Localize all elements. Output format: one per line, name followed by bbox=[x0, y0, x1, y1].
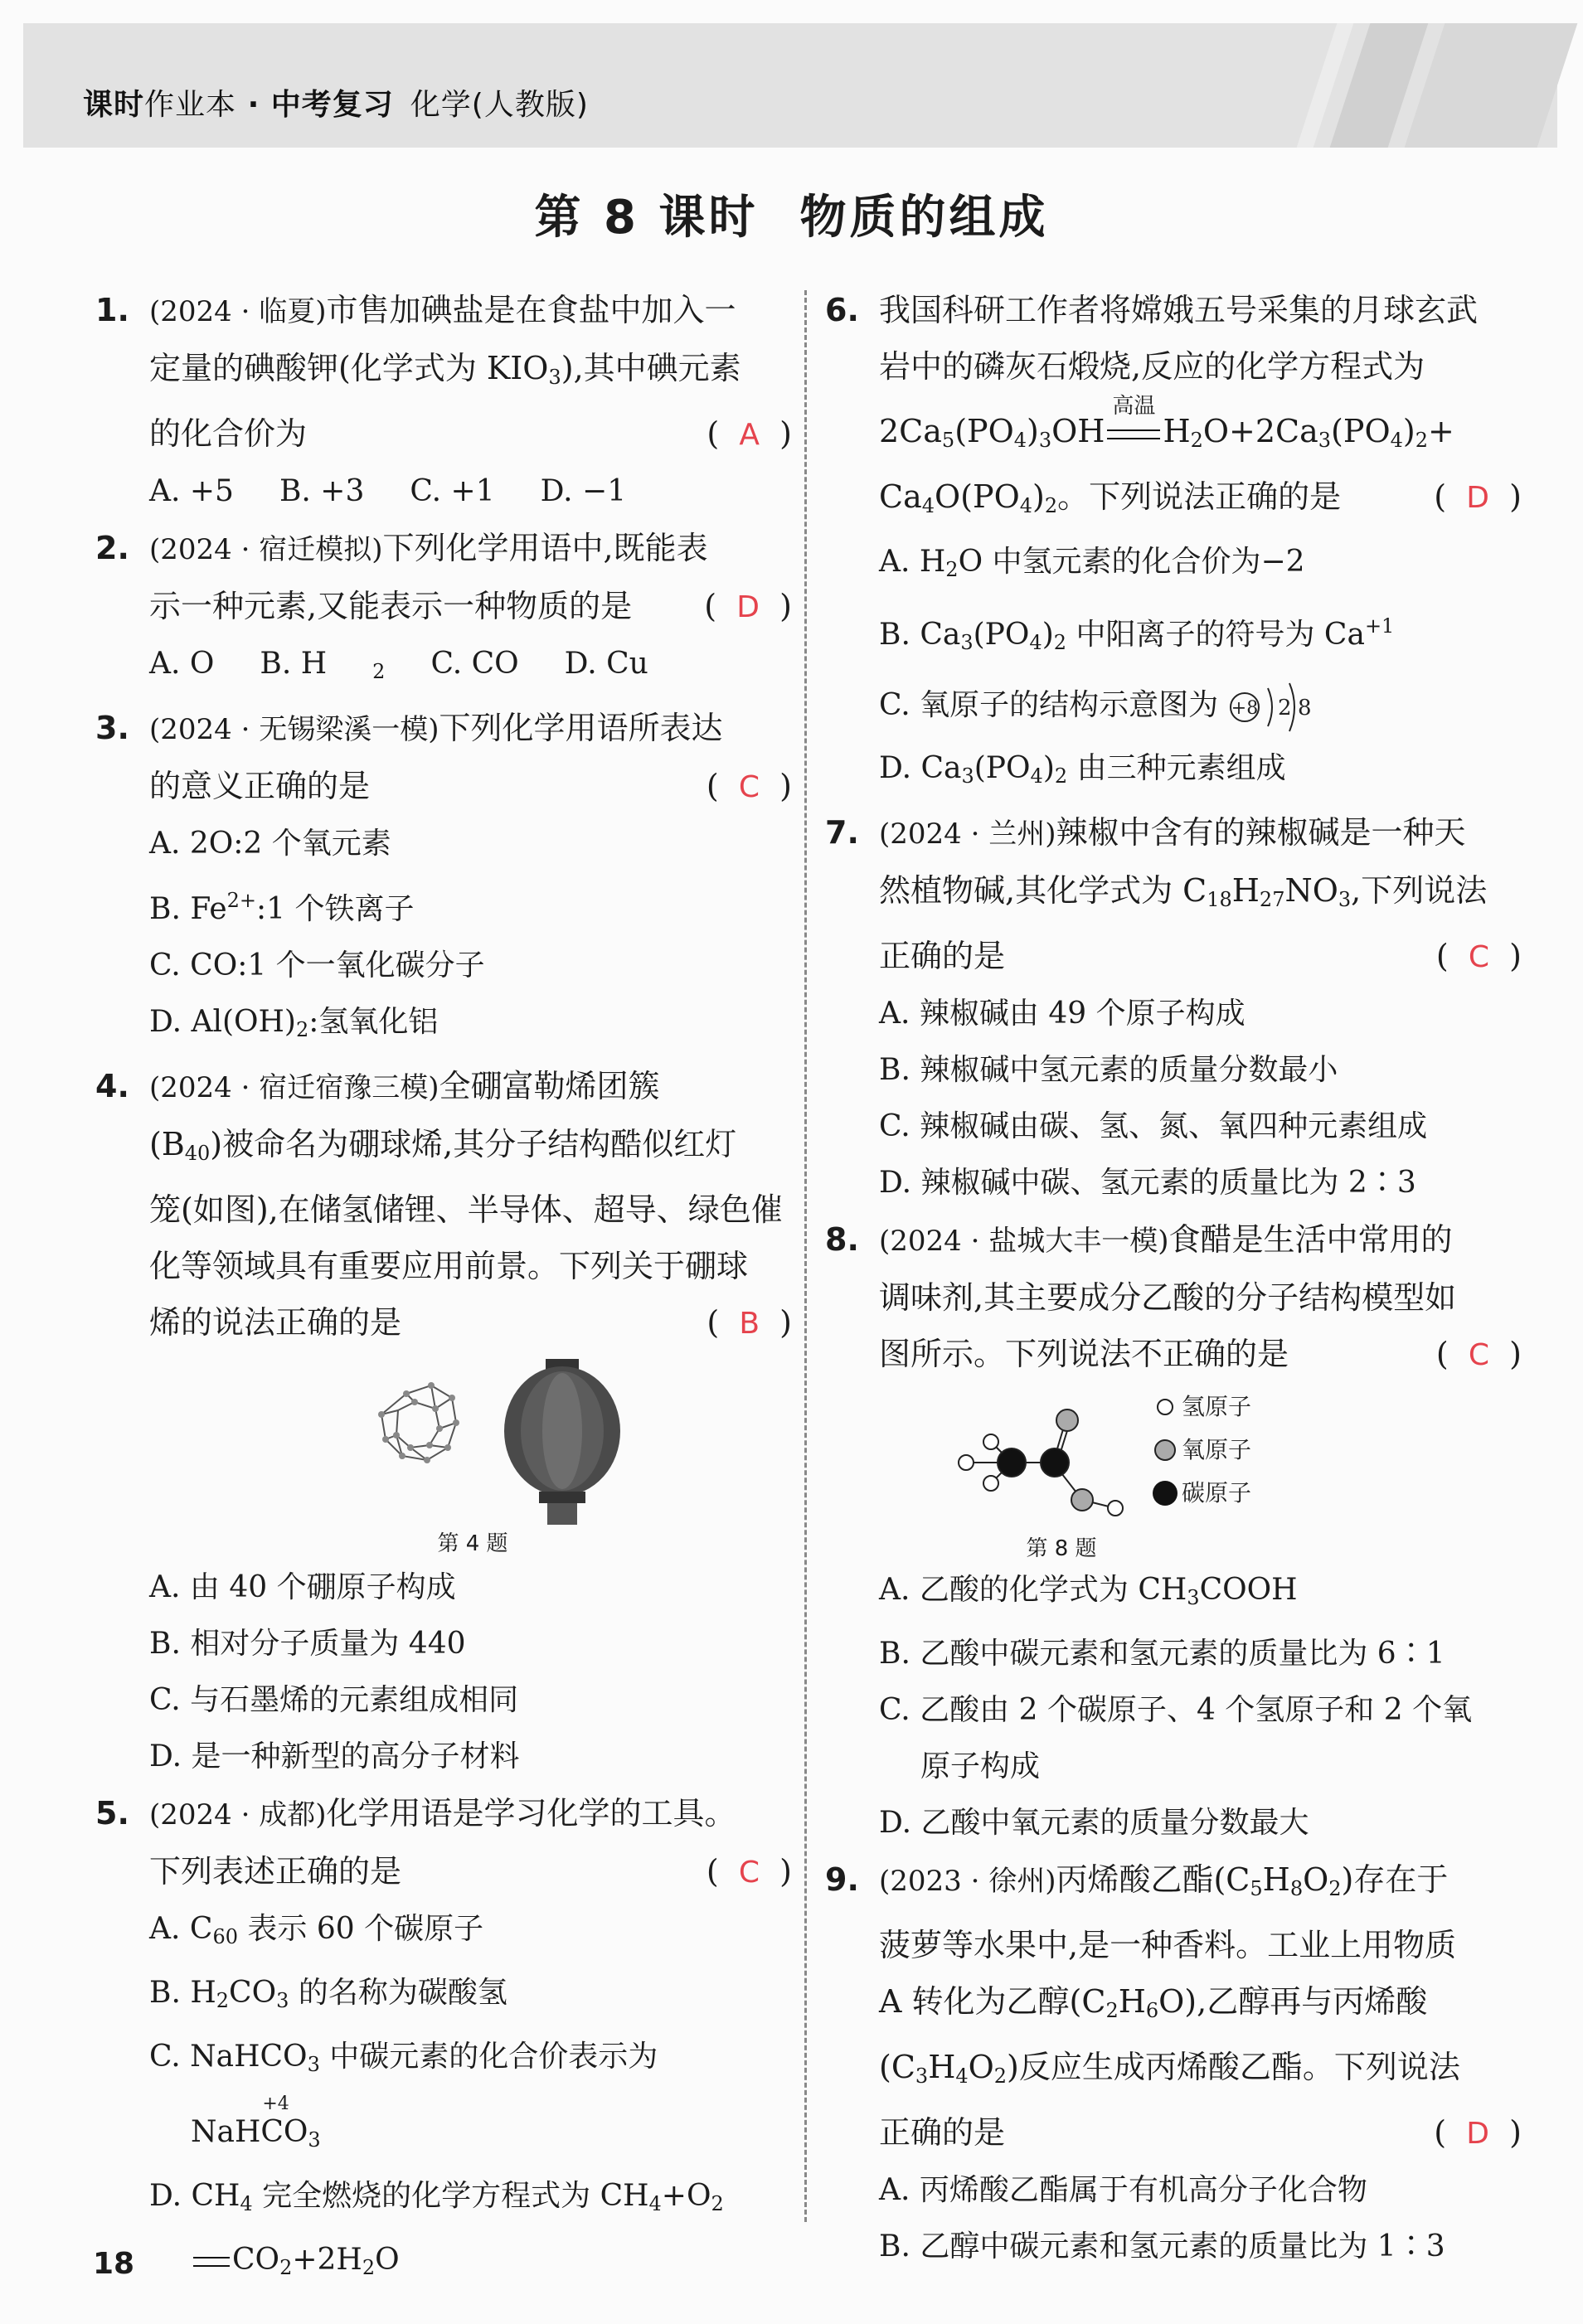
question-6: 6. 我国科研工作者将嫦娥五号采集的月球玄武 岩中的磷灰石煅烧,反应的化学方程式为 $2Ca_5(PO_4)_3OH$ 高温 $H_2O+2Ca_3(PO_4)_2+$ $Ca_4O(PO_4)_2$。下列说法正确的是 ( D ) bbox=[825, 282, 1522, 534]
option-a: A. 乙酸的化学式为 $CH_3COOH$ bbox=[879, 1573, 1298, 1609]
option-a: A. $C_{60}$ 表示 60 个碳原子 bbox=[149, 1912, 484, 1948]
option-d: D. 乙酸中氧元素的质量分数最大 bbox=[879, 1806, 1309, 1840]
equation: $2Ca_5(PO_4)_3OH$ 高温 $H_2O+2Ca_3(PO_4)_2+$ bbox=[879, 394, 1454, 452]
hydrogen-atom bbox=[1108, 1501, 1123, 1516]
options: A. +5 B. +3 C. +1 D. −1 bbox=[149, 474, 627, 508]
question-7: 7. (2024 · 兰州)辣椒中含有的辣椒碱是一种天 然植物碱,其化学式为 $C_{18}H_{27}NO_3$,下列说法 正确的是 ( C ) bbox=[825, 804, 1522, 986]
option-c: C. 辣椒碱由碳、氢、氮、氧四种元素组成 bbox=[879, 1109, 1428, 1143]
carbon-atom bbox=[1041, 1448, 1069, 1477]
option-a: A. 丙烯酸乙酯属于有机高分子化合物 bbox=[879, 2173, 1367, 2207]
acetic-acid-model bbox=[879, 1384, 1526, 1533]
hydrogen-atom bbox=[983, 1476, 998, 1491]
column-divider bbox=[804, 290, 807, 2222]
option-b: B. $Fe^{2+}:1$ 个铁离子 bbox=[149, 889, 415, 926]
option-c-formula: NaH +4 $CO_3$ bbox=[191, 2094, 321, 2152]
legend-hydrogen-icon bbox=[1158, 1400, 1173, 1414]
answer-blank: ( D ) bbox=[1434, 2114, 1522, 2151]
answer-blank: ( C ) bbox=[706, 1853, 792, 1890]
option-d: D. 是一种新型的高分子材料 bbox=[149, 1739, 520, 1773]
legend bbox=[1153, 1393, 1251, 1506]
option-d: D. 辣椒碱中碳、氢元素的质量比为 2∶3 bbox=[879, 1166, 1416, 1200]
book-title: 课时作业本 · 中考复习 化学(人教版) bbox=[83, 88, 589, 122]
question-9: 9. (2023 · 徐州)丙烯酸乙酯$(C_5H_8O_2)$存在于 菠萝等水果中,是一种香料。工业上用物质 A 转化为乙醇$(C_2H_6O)$,乙醇再与丙烯酸 $(C_3H_4O_2)$反应生成丙烯酸乙酯。下列说法 正确的是 ( D ) bbox=[825, 1851, 1522, 2162]
option-c: C. 与石墨烯的元素组成相同 bbox=[149, 1683, 519, 1717]
answer-blank: ( B ) bbox=[707, 1304, 792, 1341]
right-column bbox=[825, 282, 1522, 2275]
option-d: D. $CH_4$ 完全燃烧的化学方程式为 $CH_4+O_2$ bbox=[149, 2179, 724, 2215]
option-d-equation: $CO_2+2H_2O$ bbox=[95, 2232, 792, 2296]
left-column bbox=[95, 282, 792, 2296]
answer-blank: ( D ) bbox=[704, 588, 792, 624]
nucleus-charge: +8 bbox=[1231, 698, 1258, 719]
oxygen-atom bbox=[1071, 1489, 1093, 1511]
question-3: 3. (2024 · 无锡梁溪一模)下列化学用语所表达 的意义正确的是 ( C ) bbox=[95, 700, 792, 816]
option-b: B. 乙酸中碳元素和氢元素的质量比为 6∶1 bbox=[879, 1637, 1445, 1671]
option-c: C. CO:1 个一氧化碳分子 bbox=[149, 949, 485, 982]
answer-blank: ( C ) bbox=[1435, 938, 1522, 974]
answer-blank: ( C ) bbox=[1435, 1336, 1522, 1372]
legend-oxygen-icon bbox=[1155, 1440, 1175, 1460]
option-b: B. $Ca_3(PO_4)_2$ 中阳离子的符号为 $Ca^{+1}$ bbox=[879, 614, 1395, 654]
question-4: 4. (2024 · 宿迁宿豫三模)全硼富勒烯团簇 $(B_{40})$被命名为硼球烯,其分子结构酷似红灯 笼(如图),在储氢储锂、半导体、超导、绿色催 化等领域具有重要应用前景。下列关于硼球 烯的说法正确的是 ( B ) bbox=[95, 1058, 792, 1352]
shell-1-count: 2 bbox=[1277, 696, 1292, 720]
legend-hydrogen-label: 氢原子 bbox=[1182, 1393, 1252, 1420]
figure-4 bbox=[149, 1352, 792, 1560]
option-b: B. 乙醇中碳元素和氢元素的质量比为 1∶3 bbox=[879, 2229, 1445, 2263]
legend-carbon-icon bbox=[1153, 1481, 1178, 1506]
option-a: A. 辣椒碱由 49 个原子构成 bbox=[879, 997, 1246, 1031]
option-d: D. $Al(OH)_2$:氢氧化铝 bbox=[149, 1005, 439, 1041]
option-a: A. 2O:2 个氧元素 bbox=[149, 827, 391, 861]
figure-caption: 第 8 题 bbox=[1026, 1536, 1097, 1561]
answer-blank: ( D ) bbox=[1434, 478, 1522, 515]
option-a: A. $H_2O$ 中氢元素的化合价为−2 bbox=[879, 545, 1305, 581]
figure-8 bbox=[879, 1384, 1522, 1562]
header-decoration bbox=[1405, 23, 1578, 148]
page-number: 18 bbox=[93, 2247, 135, 2281]
boron-cluster-figure bbox=[149, 1352, 796, 1526]
option-b: B. $H_2CO_3$ 的名称为碳酸氢 bbox=[149, 1976, 507, 2012]
carbon-atom bbox=[998, 1448, 1026, 1477]
option-c: C. 乙酸由 2 个碳原子、4 个氢原子和 2 个氧 bbox=[879, 1693, 1473, 1727]
option-b: B. 辣椒碱中氢元素的质量分数最小 bbox=[879, 1053, 1338, 1087]
shell-2-count: 8 bbox=[1297, 696, 1312, 720]
option-a: A. 由 40 个硼原子构成 bbox=[149, 1570, 456, 1604]
red-lantern-image bbox=[504, 1359, 620, 1525]
hydrogen-atom bbox=[959, 1455, 974, 1470]
lesson-title: 第 8 课时 物质的组成 bbox=[534, 191, 1049, 245]
question-8: 8. (2024 · 盐城大丰一模)食醋是生活中常用的 调味剂,其主要成分乙酸的分子结构模型如 图所示。下列说法不正确的是 ( C ) bbox=[825, 1211, 1522, 1384]
question-5: 5. (2024 · 成都)化学用语是学习化学的工具。 下列表述正确的是 ( C ) bbox=[95, 1785, 792, 1901]
oxygen-atom bbox=[1056, 1409, 1078, 1431]
options: A. O B. H $_2$ C. CO D. Cu bbox=[149, 647, 648, 683]
hydrogen-atom bbox=[983, 1434, 998, 1449]
answer-blank: ( C ) bbox=[706, 768, 792, 804]
option-c-cont: 原子构成 bbox=[920, 1749, 1041, 1783]
oxygen-atom-diagram bbox=[1228, 678, 1319, 736]
question-2: 2. (2024 · 宿迁模拟)下列化学用语中,既能表 示一种元素,又能表示一种物质的是 ( D ) bbox=[95, 520, 792, 636]
legend-oxygen-label: 氧原子 bbox=[1182, 1436, 1252, 1463]
answer-blank: ( A ) bbox=[707, 415, 792, 452]
b40-molecule-image bbox=[378, 1382, 459, 1463]
legend-carbon-label: 碳原子 bbox=[1182, 1479, 1252, 1506]
figure-caption: 第 4 题 bbox=[437, 1531, 508, 1556]
option-c: C. NaHCO$_3$ 中碳元素的化合价表示为 bbox=[149, 2040, 658, 2076]
option-d: D. $Ca_3(PO_4)_2$ 由三种元素组成 bbox=[879, 751, 1286, 788]
option-b: B. 相对分子质量为 440 bbox=[149, 1627, 466, 1661]
option-c: C. 氧原子的结构示意图为 +8 2 8 bbox=[825, 671, 1522, 740]
question-1: 1. (2024 · 临夏)市售加碘盐是在食盐中加入一 定量的碘酸钾(化学式为 $KIO_3$),其中碘元素 的化合价为 ( A ) bbox=[95, 282, 792, 463]
